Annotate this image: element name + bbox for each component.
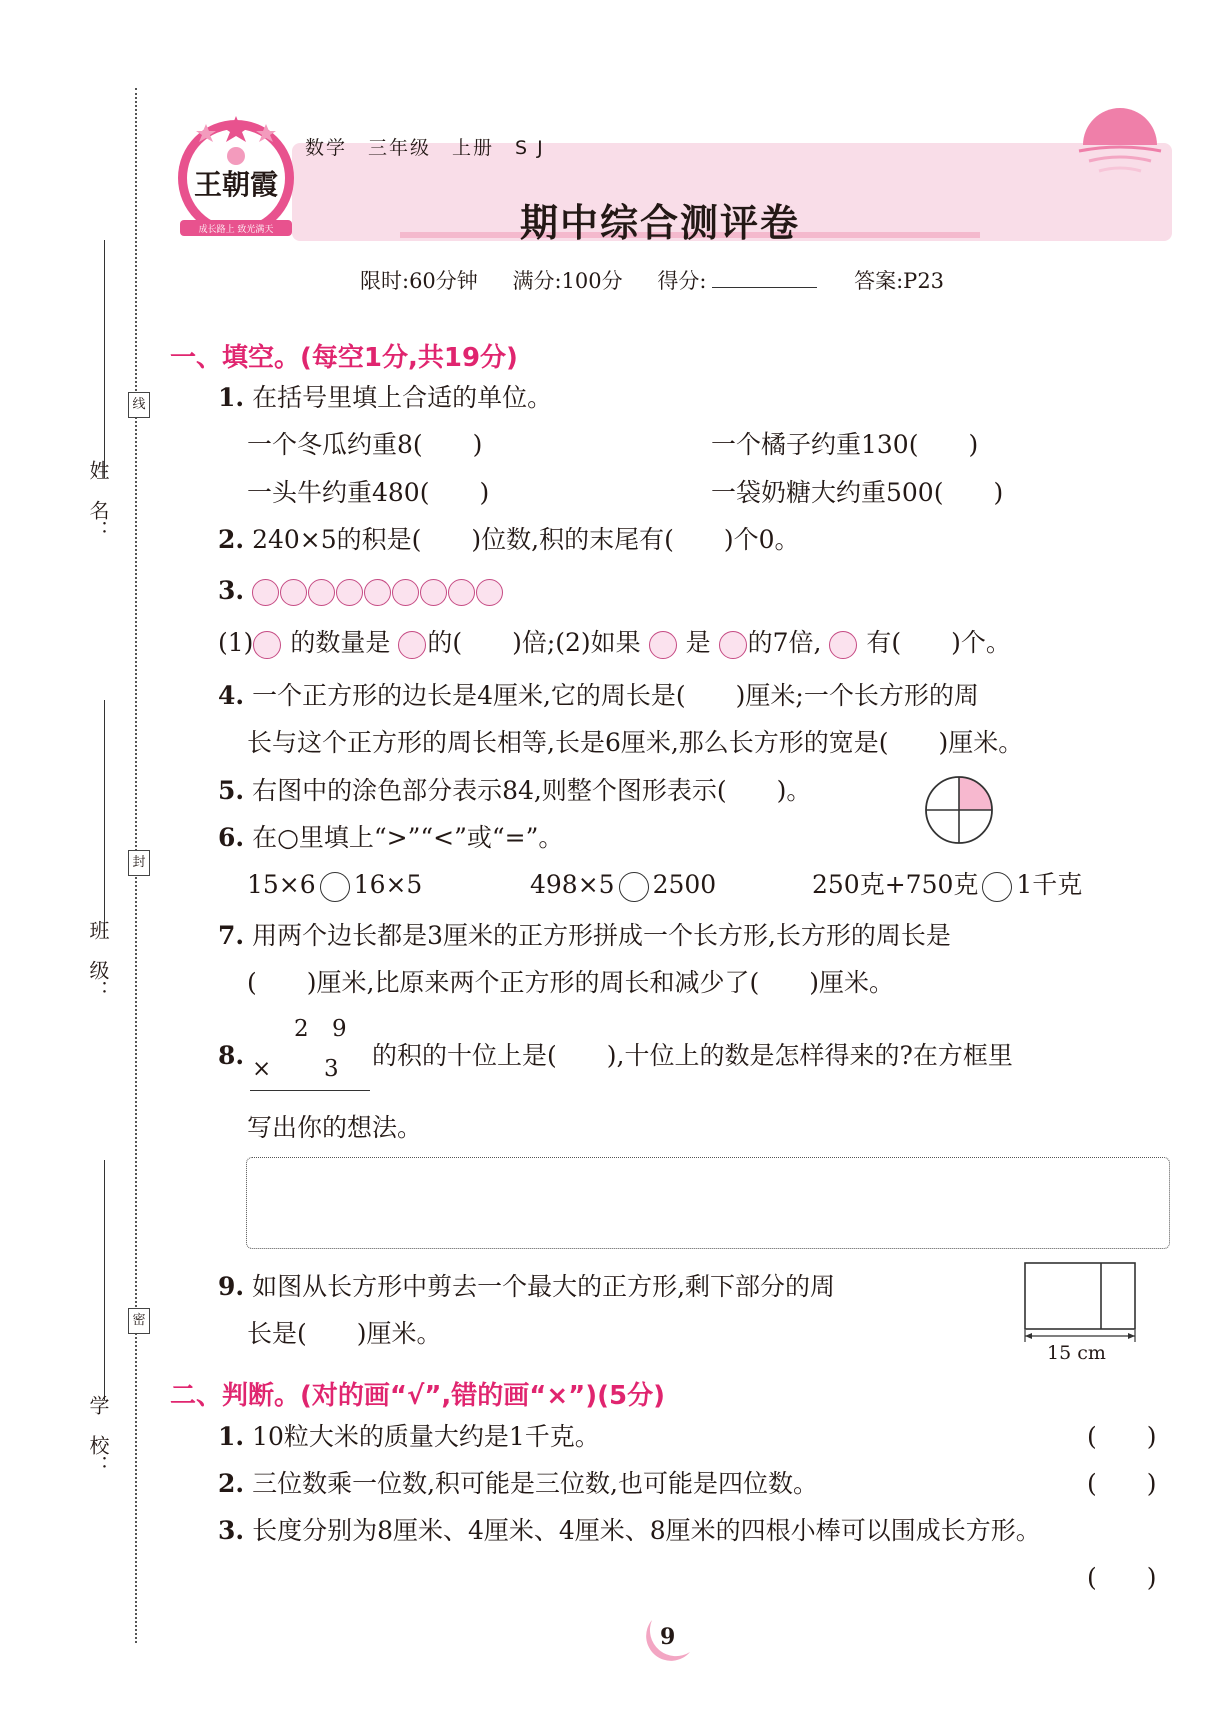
q6-expr2 bbox=[530, 871, 716, 902]
judge-item-1 bbox=[218, 1423, 600, 1451]
q5-text: 右图中的涂色部分表示84,则整个图形表示( )。 bbox=[252, 776, 812, 805]
class-blank-line bbox=[104, 700, 105, 938]
school-label: 学 校： bbox=[86, 1395, 110, 1475]
judge-1-number: 1. bbox=[218, 1422, 245, 1451]
q2-text: 240×5的积是( )位数,积的末尾有( )个0。 bbox=[252, 525, 800, 554]
answer-ref: 答案:P23 bbox=[854, 269, 945, 293]
q6-text: 在○里填上“>”“<”或“=”。 bbox=[252, 823, 564, 852]
q8-answer-box[interactable] bbox=[246, 1157, 1170, 1249]
q2 bbox=[218, 526, 800, 554]
q6-e2-left: 498×5 bbox=[530, 870, 615, 899]
q6-e2-right: 2500 bbox=[652, 870, 717, 899]
score-label: 得分: bbox=[657, 269, 707, 293]
surprised-face-icon bbox=[448, 579, 475, 606]
masked-face-icon bbox=[252, 579, 279, 606]
subject-line: 数学 三年级 上册 S J bbox=[305, 137, 545, 159]
q8-vertical-multiplication bbox=[250, 1016, 370, 1094]
q1-item-b: 一个橘子约重130( ) bbox=[711, 430, 979, 459]
compare-circle[interactable] bbox=[320, 872, 350, 902]
q6-expr1 bbox=[247, 871, 422, 902]
dizzy-face-icon bbox=[829, 631, 857, 659]
surprised-face-icon bbox=[392, 579, 419, 606]
seal-feng: 封 bbox=[128, 850, 150, 876]
q9-line1 bbox=[218, 1273, 835, 1301]
q7-line1 bbox=[218, 922, 951, 950]
q5 bbox=[218, 777, 811, 805]
q3-faces-row bbox=[218, 577, 504, 606]
masked-face-icon bbox=[308, 579, 335, 606]
surprised-face-icon bbox=[280, 579, 307, 606]
exam-title: 期中综合测评卷 bbox=[520, 201, 801, 245]
seal-xian: 线 bbox=[128, 392, 150, 418]
q3-part1-label: (1) bbox=[218, 628, 254, 657]
q6-e1-right: 16×5 bbox=[353, 870, 423, 899]
q5-circle-figure bbox=[924, 775, 994, 849]
judge-item-2 bbox=[218, 1470, 818, 1498]
q2-number: 2. bbox=[218, 525, 245, 554]
q4-line2: 长与这个正方形的周长相等,长是6厘米,那么长方形的宽是( )厘米。 bbox=[247, 728, 1024, 757]
dizzy-face-icon bbox=[649, 631, 677, 659]
q3-text-b: 的数量是 bbox=[290, 628, 391, 657]
q8-top: 2 9 bbox=[294, 1016, 355, 1042]
q6-e3-left: 250克+750克 bbox=[812, 870, 979, 899]
masked-face-icon bbox=[336, 579, 363, 606]
logo-name: 王朝霞 bbox=[193, 168, 278, 201]
q3-questions bbox=[218, 629, 1011, 659]
judge-3-answer[interactable]: ( ) bbox=[1087, 1563, 1157, 1592]
logo-tagline: 成长路上 致光满天 bbox=[198, 225, 274, 235]
q8-line2: 写出你的想法。 bbox=[247, 1113, 423, 1142]
q7-line2: ( )厘米,比原来两个正方形的周长和减少了( )厘米。 bbox=[247, 968, 894, 997]
q9-figure-label: 15 cm bbox=[1047, 1342, 1106, 1364]
q8-bottom: 3 bbox=[324, 1056, 339, 1082]
q3-text-d: 是 bbox=[685, 628, 711, 657]
name-label: 姓 名： bbox=[86, 460, 110, 540]
q8-text: 的积的十位上是( ),十位上的数是怎样得来的?在方框里 bbox=[372, 1041, 1013, 1070]
compare-circle[interactable] bbox=[619, 872, 649, 902]
judge-2-number: 2. bbox=[218, 1469, 245, 1498]
sunset-icon bbox=[1075, 105, 1165, 180]
q4-text-1: 一个正方形的边长是4厘米,它的周长是( )厘米;一个长方形的周 bbox=[252, 681, 979, 710]
q4-line1 bbox=[218, 682, 979, 710]
surprised-face-icon bbox=[253, 631, 281, 659]
seal-mi: 密 bbox=[128, 1308, 150, 1334]
q3-text-c: 的( )倍;(2)如果 bbox=[427, 628, 641, 657]
q8-rule bbox=[250, 1090, 370, 1091]
brand-logo bbox=[172, 108, 300, 243]
q1-number: 1. bbox=[218, 383, 245, 412]
surprised-face-icon bbox=[719, 631, 747, 659]
sunset-decoration bbox=[1075, 105, 1165, 180]
q3-number: 3. bbox=[218, 576, 245, 605]
q1-item-c: 一头牛约重480( ) bbox=[247, 478, 490, 507]
q9-line2: 长是( )厘米。 bbox=[247, 1319, 442, 1348]
q5-number: 5. bbox=[218, 776, 245, 805]
q3-text-e: 的7倍, bbox=[747, 628, 822, 657]
q8-times: × bbox=[252, 1056, 272, 1082]
section2-title: 二、判断。(对的画“√”,错的画“×”)(5分) bbox=[170, 1381, 665, 1411]
masked-face-icon bbox=[398, 631, 426, 659]
full-score: 满分:100分 bbox=[512, 269, 623, 293]
q3-text-f: 有( )个。 bbox=[866, 628, 1011, 657]
page-number: 9 bbox=[660, 1624, 676, 1650]
surprised-face-icon bbox=[364, 579, 391, 606]
school-blank-line bbox=[104, 1160, 105, 1400]
class-label: 班 级： bbox=[86, 920, 110, 1000]
q9-text-1: 如图从长方形中剪去一个最大的正方形,剩下部分的周 bbox=[252, 1272, 836, 1301]
section1-title: 一、填空。(每空1分,共19分) bbox=[170, 343, 518, 373]
quarter-circle-icon bbox=[924, 775, 994, 845]
surprised-face-icon bbox=[476, 579, 503, 606]
judge-3-text: 长度分别为8厘米、4厘米、4厘米、8厘米的四根小棒可以围成长方形。 bbox=[252, 1516, 1041, 1545]
q8-number-wrap bbox=[218, 1042, 244, 1070]
q6-number: 6. bbox=[218, 823, 245, 852]
judge-1-text: 10粒大米的质量大约是1千克。 bbox=[252, 1422, 600, 1451]
judge-1-answer[interactable]: ( ) bbox=[1087, 1422, 1157, 1451]
score-blank[interactable] bbox=[712, 271, 817, 288]
q6-e3-right: 1千克 bbox=[1016, 870, 1083, 899]
q7-number: 7. bbox=[218, 921, 245, 950]
q8-number: 8. bbox=[218, 1041, 245, 1070]
q1-text: 在括号里填上合适的单位。 bbox=[252, 383, 553, 412]
judge-item-3 bbox=[218, 1517, 1041, 1545]
q9-figure bbox=[1017, 1262, 1142, 1362]
judge-2-text: 三位数乘一位数,积可能是三位数,也可能是四位数。 bbox=[252, 1469, 818, 1498]
judge-2-answer[interactable]: ( ) bbox=[1087, 1469, 1157, 1498]
exam-meta bbox=[360, 265, 944, 295]
q1-item-a: 一个冬瓜约重8( ) bbox=[247, 430, 483, 459]
q4-number: 4. bbox=[218, 681, 245, 710]
q6-e1-left: 15×6 bbox=[247, 870, 316, 899]
rectangle-figure-icon bbox=[1017, 1262, 1142, 1332]
judge-3-number: 3. bbox=[218, 1516, 245, 1545]
q6-expr3 bbox=[812, 871, 1082, 902]
q7-text-1: 用两个边长都是3厘米的正方形拼成一个长方形,长方形的周长是 bbox=[252, 921, 951, 950]
q9-number: 9. bbox=[218, 1272, 245, 1301]
surprised-face-icon bbox=[420, 579, 447, 606]
q1-item-d: 一袋奶糖大约重500( ) bbox=[711, 478, 1004, 507]
q1-prompt bbox=[218, 384, 552, 412]
q6 bbox=[218, 824, 563, 852]
name-blank-line bbox=[104, 240, 105, 478]
dimension-arrow-icon bbox=[1017, 1330, 1142, 1342]
compare-circle[interactable] bbox=[982, 872, 1012, 902]
time-limit: 限时:60分钟 bbox=[360, 269, 478, 293]
